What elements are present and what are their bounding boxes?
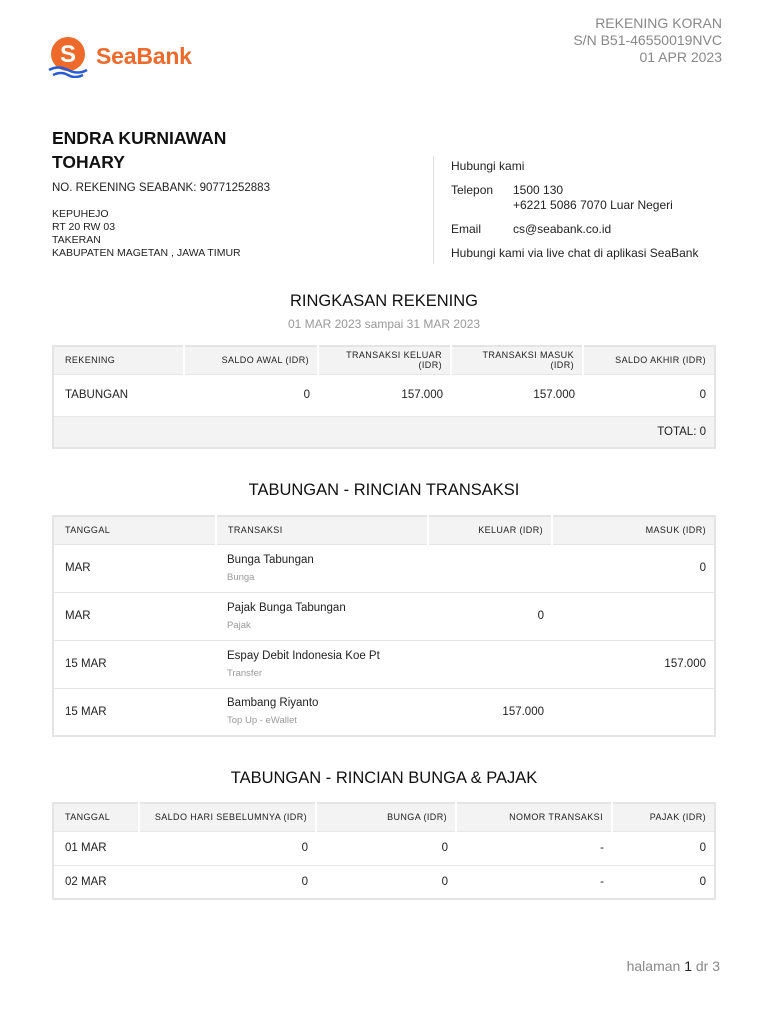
address-line: TAKERAN [52,234,101,246]
document-serial: S/N B51-46550019NVC [573,32,722,48]
seabank-logo-icon [46,34,90,78]
opening-balance: 0 [184,374,318,416]
interest-amount: 0 [316,831,456,865]
document-type: REKENING KORAN [595,15,722,31]
column-header: TANGGAL [53,516,216,544]
column-header: REKENING [53,346,184,374]
transaction-desc: Pajak Bunga Tabungan [227,601,346,614]
transaction-desc: Bunga Tabungan [227,553,314,566]
transaction-type: Bunga [227,571,255,583]
total-row [53,416,715,448]
phone-row [451,183,733,213]
table-header [53,346,715,374]
account-type: TABUNGAN [53,374,184,416]
amount-out: 157.000 [428,688,552,736]
interest-amount: 0 [316,865,456,899]
column-header: TANGGAL [53,803,139,831]
prev-balance: 0 [139,865,316,899]
transaction-type: Top Up - eWallet [227,715,297,727]
table-row [53,374,715,416]
table-header [53,516,715,544]
column-header: TRANSAKSI [216,516,428,544]
table-row [53,865,715,899]
transaction-cell [216,688,428,736]
summary-total: TOTAL: 0 [53,416,715,448]
transaction-date: 15 MAR [53,688,216,736]
transaction-desc: Espay Debit Indonesia Koe Pt [227,649,380,662]
page-current: 1 [684,958,692,974]
transaction-date: 15 MAR [53,640,216,688]
column-header: TRANSAKSI KELUAR (IDR) [318,346,451,374]
live-chat-note: Hubungi kami via live chat di aplikasi SeaBank [451,246,699,260]
amount-out: 0 [428,592,552,640]
table-row [53,640,715,688]
table-row [53,592,715,640]
phone-values [513,183,673,213]
customer-address [52,208,292,260]
address-line: KEPUHEJO [52,208,109,220]
account-number: NO. REKENING SEABANK: 90771252883 [52,182,270,194]
transaction-desc: Bambang Riyanto [227,697,319,710]
transaction-number: - [456,831,612,865]
transaction-date: MAR [53,544,216,592]
amount-in [552,688,715,736]
amount-in [552,592,715,640]
transaction-cell [216,544,428,592]
contact-title: Hubungi kami [451,159,525,173]
table-row [53,544,715,592]
document-date: 01 APR 2023 [639,49,722,65]
email-label: Email [451,222,482,236]
column-header: PAJAK (IDR) [612,803,715,831]
table-row [53,831,715,865]
email-row [451,222,733,237]
phone-number[interactable]: 1500 130 [513,183,564,197]
document-meta [573,15,722,66]
interest-title: TABUNGAN - RINCIAN BUNGA & PAJAK [230,769,538,787]
page-indicator [627,958,720,974]
transaction-date: MAR [53,592,216,640]
interest-date: 01 MAR [53,831,139,865]
prev-balance: 0 [139,831,316,865]
transaction-number: - [456,865,612,899]
interest-date: 02 MAR [53,865,139,899]
contact-panel [433,156,733,264]
customer-info [52,126,292,260]
customer-name: ENDRA KURNIAWAN TOHARY [52,128,227,172]
interest-table [52,802,716,900]
transaction-cell [216,592,428,640]
page-prefix: halaman [626,958,681,974]
column-header: SALDO HARI SEBELUMNYA (IDR) [139,803,316,831]
svg-text:S: S [59,41,77,68]
column-header: BUNGA (IDR) [316,803,456,831]
amount-in: 157.000 [552,640,715,688]
column-header: TRANSAKSI MASUK (IDR) [451,346,583,374]
column-header: SALDO AWAL (IDR) [184,346,318,374]
total-outgoing: 157.000 [318,374,451,416]
column-header: KELUAR (IDR) [428,516,552,544]
brand-name: SeaBank [96,42,192,69]
transaction-cell [216,640,428,688]
closing-balance: 0 [583,374,715,416]
column-header: SALDO AKHIR (IDR) [583,346,715,374]
total-incoming: 157.000 [451,374,583,416]
phone-label: Telepon [451,183,494,197]
column-header: MASUK (IDR) [552,516,715,544]
amount-in: 0 [552,544,715,592]
seabank-logo [46,34,192,78]
tax-amount: 0 [612,831,715,865]
column-header: NOMOR TRANSAKSI [456,803,612,831]
address-line: KABUPATEN MAGETAN , JAWA TIMUR [52,247,241,259]
table-row [53,688,715,736]
summary-table [52,345,716,449]
phone-number-intl[interactable]: +6221 5086 7070 Luar Negeri [513,198,673,212]
transactions-title: TABUNGAN - RINCIAN TRANSAKSI [248,481,520,499]
address-line: RT 20 RW 03 [52,221,116,233]
summary-period: 01 MAR 2023 sampai 31 MAR 2023 [287,317,481,331]
transactions-table [52,515,716,737]
transaction-type: Pajak [227,619,251,631]
tax-amount: 0 [612,865,715,899]
transaction-type: Transfer [227,667,263,679]
summary-title: RINGKASAN REKENING [290,292,478,310]
email-link[interactable]: cs@seabank.co.id [513,222,612,236]
page-total: dr 3 [695,958,720,974]
table-header [53,803,715,831]
amount-out [428,640,552,688]
amount-out [428,544,552,592]
